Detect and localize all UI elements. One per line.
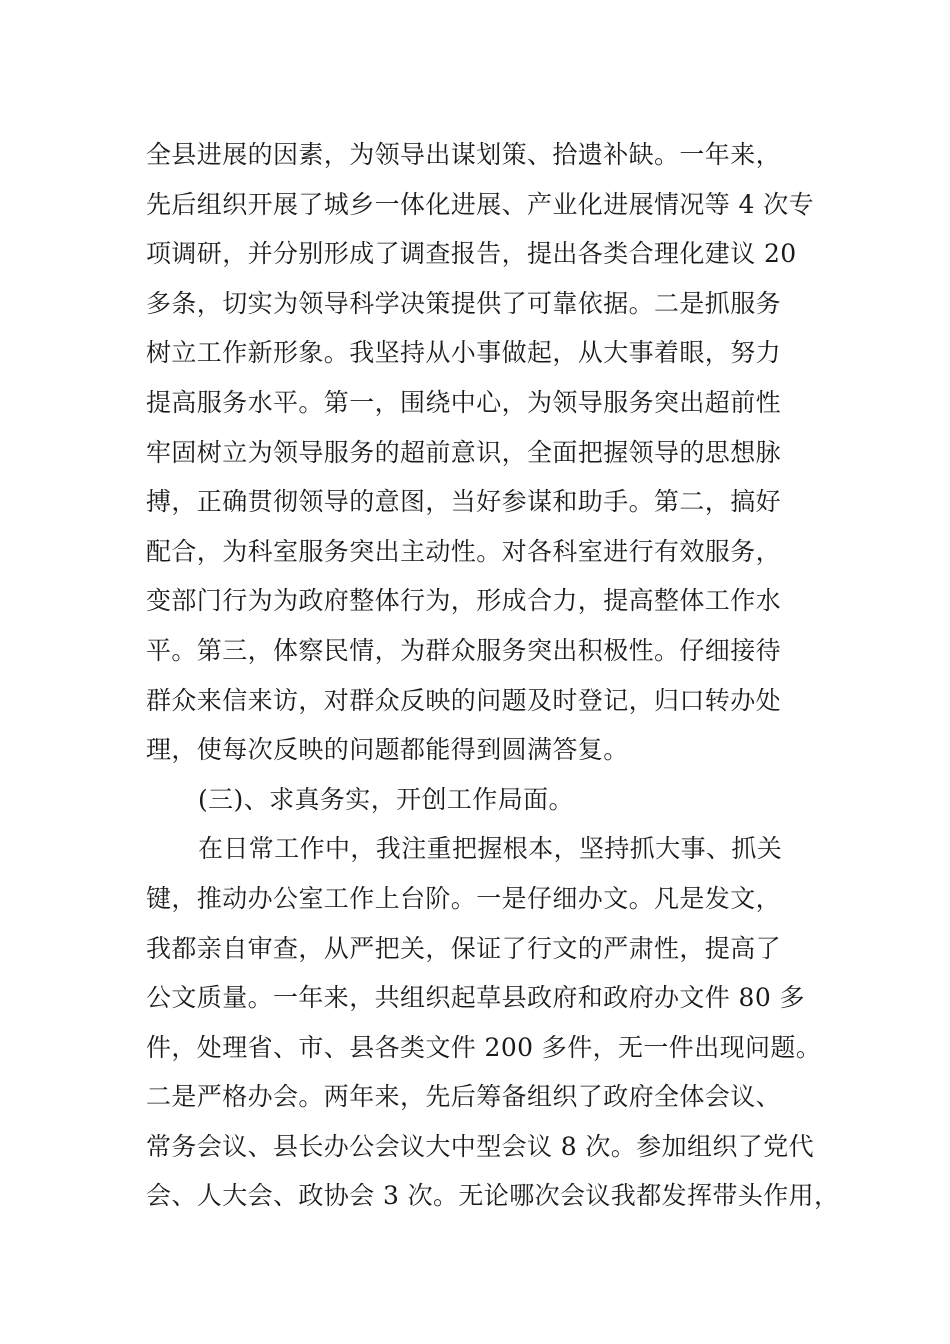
text-line: 二是严格办会。两年来，先后筹备组织了政府全体会议、 [146,1082,782,1112]
text-line: 搏，正确贯彻领导的意图，当好参谋和助手。第二，搞好 [146,487,782,517]
text-line: 先后组织开展了城乡一体化进展、产业化进展情况等 4 次专 [146,189,815,219]
body-text [146,130,840,1221]
text-line: 平。第三，体察民情，为群众服务突出积极性。仔细接待 [146,635,782,665]
text-line: 群众来信来访，对群众反映的问题及时登记，归口转办处 [146,685,782,715]
text-line: 常务会议、县长办公会议大中型会议 8 次。参加组织了党代 [146,1131,815,1161]
section-heading: (三)、求真务实，开创工作局面。 [198,784,574,814]
text-line: 提高服务水平。第一，围绕中心，为领导服务突出超前性 [146,387,782,417]
text-line: 键，推动办公室工作上台阶。一是仔细办文。凡是发文， [146,883,782,913]
text-line: 树立工作新形象。我坚持从小事做起，从大事着眼，努力 [146,338,782,368]
text-line: 件，处理省、市、县各类文件 200 多件，无一件出现问题。 [146,1032,822,1062]
text-line: 我都亲自审查，从严把关，保证了行文的严肃性，提高了 [146,933,782,963]
paragraph-first-line: 在日常工作中，我注重把握根本，坚持抓大事、抓关 [198,834,783,864]
text-line: 变部门行为为政府整体行为，形成合力，提高整体工作水 [146,586,782,616]
text-line: 会、人大会、政协会 3 次。无论哪次会议我都发挥带头作用， [146,1181,840,1211]
text-line: 理，使每次反映的问题都能得到圆满答复。 [146,735,629,765]
text-line: 牢固树立为领导服务的超前意识，全面把握领导的思想脉 [146,437,782,467]
text-line: 公文质量。一年来，共组织起草县政府和政府办文件 80 多 [146,983,805,1013]
text-line: 多条，切实为领导科学决策提供了可靠依据。二是抓服务 [146,288,782,318]
text-line: 配合，为科室服务突出主动性。对各科室进行有效服务， [146,536,782,566]
text-line: 全县进展的因素，为领导出谋划策、拾遗补缺。一年来， [146,140,782,169]
text-line: 项调研，并分别形成了调查报告，提出各类合理化建议 20 [146,239,797,269]
